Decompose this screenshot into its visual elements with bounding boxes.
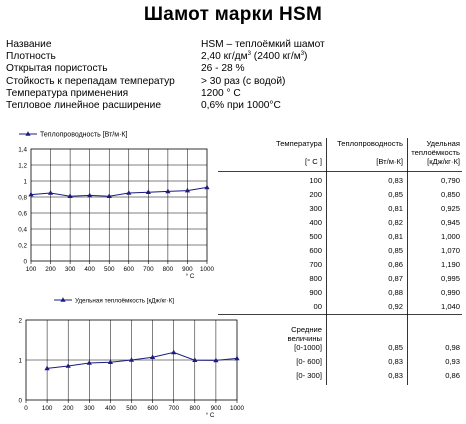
table-cell-conductivity: 0,83 (388, 176, 403, 185)
table-header-cell: Теплопроводность (337, 139, 403, 148)
table-cell-temperature: 300 (309, 204, 322, 213)
average-heat-capacity: 0,98 (445, 343, 460, 352)
x-tick-label: 1000 (229, 405, 245, 412)
property-label: Температура применения (6, 87, 129, 99)
density-value (201, 51, 307, 63)
property-label: Открытая пористость (6, 63, 108, 75)
series-line (31, 187, 207, 196)
table-header-cell: [° С ] (305, 157, 322, 166)
property-value: 26 - 28 % (201, 63, 245, 75)
y-tick-label: 1,4 (18, 146, 27, 154)
average-range: [0- 600] (296, 357, 322, 366)
table-header-cell: теплоёмкость (411, 148, 460, 157)
specific-heat-chart (0, 290, 248, 424)
table-cell-temperature: 400 (309, 218, 322, 227)
table-cell-heat-capacity: 0,925 (440, 204, 460, 213)
table-cell-temperature: 00 (313, 302, 322, 311)
average-conductivity: 0,83 (388, 357, 403, 366)
property-row (6, 51, 446, 63)
x-tick-label: 700 (143, 266, 154, 273)
table-cell-temperature: 600 (309, 246, 322, 255)
x-tick-label: 400 (105, 405, 116, 412)
density-exponent: 3 (300, 51, 305, 58)
table-cell-conductivity: 0,82 (388, 218, 403, 227)
average-range: [0-1000] (294, 343, 322, 352)
table-cell-temperature: 200 (309, 190, 322, 199)
x-tick-label: 800 (162, 266, 174, 273)
table-cell-conductivity: 0,88 (388, 288, 403, 297)
property-row (6, 76, 446, 88)
table-header-cell: Удельная (426, 139, 460, 148)
x-tick-label: 600 (123, 266, 135, 273)
property-row (6, 63, 446, 75)
property-row (6, 100, 446, 112)
x-tick-label: 0 (24, 405, 28, 412)
table-cell-heat-capacity: 0,990 (440, 288, 460, 297)
x-tick-label: 100 (41, 405, 53, 412)
property-label: Стойкость к перепадам температур (6, 75, 175, 87)
x-tick-label: 900 (210, 405, 222, 412)
table-cell-conductivity: 0,81 (388, 232, 403, 241)
data-point-marker (171, 350, 176, 355)
y-tick-label: 2 (18, 317, 22, 325)
x-tick-label: 900 (182, 266, 193, 273)
y-tick-label: 0 (18, 397, 22, 405)
density-value-part: 2,40 кг/дм (201, 51, 248, 63)
property-row (6, 39, 446, 51)
x-tick-label: 500 (103, 266, 115, 273)
page-title: Шамот марки HSM (143, 4, 323, 25)
y-tick-label: 1 (23, 178, 27, 186)
x-tick-label: 400 (84, 266, 95, 273)
table-cell-conductivity: 0,85 (388, 190, 403, 199)
average-label: Средние (291, 325, 322, 334)
x-tick-label: 700 (168, 405, 179, 412)
y-tick-label: 0 (23, 258, 27, 266)
table-cell-heat-capacity: 0,945 (440, 218, 460, 227)
density-value-part: ) (304, 51, 308, 63)
property-row (6, 88, 446, 100)
table-cell-conductivity: 0,81 (388, 204, 403, 213)
series-line (47, 352, 237, 368)
x-axis-label: ° С (205, 412, 215, 419)
table-cell-temperature: 500 (309, 232, 322, 241)
table-cell-conductivity: 0,86 (388, 260, 403, 269)
table-cell-heat-capacity: 1,190 (440, 260, 460, 269)
table-cell-heat-capacity: 1,040 (440, 302, 460, 311)
legend-label: Удельная теплоёмкость [кДж/кг·К] (75, 297, 175, 305)
table-cell-heat-capacity: 0,995 (440, 274, 460, 283)
average-label: величины (287, 334, 322, 343)
average-conductivity: 0,85 (388, 343, 403, 352)
y-tick-label: 0,2 (18, 242, 27, 250)
data-point-marker (48, 190, 53, 195)
table-cell-conductivity: 0,87 (388, 274, 403, 283)
property-label: Плотность (6, 51, 56, 63)
table-cell-temperature: 800 (309, 274, 322, 283)
table-header-cell: Температура (276, 139, 322, 148)
data-point-marker (87, 193, 92, 198)
table-cell-heat-capacity: 0,850 (440, 190, 460, 199)
table-cell-conductivity: 0,92 (388, 302, 403, 311)
table-cell-conductivity: 0,85 (388, 246, 403, 255)
table-cell-heat-capacity: 0,790 (440, 176, 460, 185)
table-cell-temperature: 700 (309, 260, 322, 269)
x-axis-label: ° С (185, 273, 195, 280)
average-conductivity: 0,83 (388, 371, 403, 380)
y-tick-label: 0,4 (18, 226, 27, 234)
x-tick-label: 600 (147, 405, 158, 412)
y-tick-label: 1,2 (18, 162, 27, 170)
average-range: [0- 300] (296, 371, 322, 380)
y-tick-label: 0,8 (18, 194, 27, 202)
x-tick-label: 200 (62, 405, 74, 412)
table-cell-temperature: 100 (309, 176, 322, 185)
x-tick-label: 800 (189, 405, 201, 412)
data-point-marker (234, 356, 239, 361)
table-cell-heat-capacity: 1,000 (440, 232, 460, 241)
table-header-cell: [Вт/м·К] (376, 157, 403, 166)
x-tick-label: 500 (126, 405, 137, 412)
x-tick-label: 300 (84, 405, 95, 412)
table-cell-heat-capacity: 1,070 (440, 246, 460, 255)
table-header-cell: [кДж/кг·К] (427, 157, 460, 166)
x-tick-label: 200 (45, 266, 56, 273)
property-label: Тепловое линейное расширение (6, 99, 162, 111)
plot-frame (31, 149, 207, 261)
legend-label: Теплопроводность [Вт/м·К] (40, 131, 128, 139)
property-value: 1200 ° С (201, 87, 241, 99)
density-value-part: (2400 кг/м (250, 51, 301, 63)
average-heat-capacity: 0,93 (445, 357, 460, 366)
property-label: Название (6, 39, 52, 50)
average-heat-capacity: 0,86 (445, 371, 460, 380)
data-point-marker (204, 185, 209, 190)
y-tick-label: 0,6 (18, 210, 27, 218)
y-tick-label: 1 (18, 357, 22, 365)
property-value: 0,6% при 1000°С (201, 99, 281, 111)
density-exponent: 3 (247, 51, 251, 58)
property-value: HSM – теплоёмкий шамот (201, 39, 325, 50)
x-tick-label: 100 (25, 266, 37, 273)
x-tick-label: 1000 (199, 266, 215, 273)
x-tick-label: 300 (64, 266, 76, 273)
table-cell-temperature: 900 (309, 288, 322, 297)
properties-list (6, 39, 446, 112)
thermal-conductivity-chart (0, 122, 222, 290)
property-value: > 30 раз (с водой) (201, 75, 286, 87)
